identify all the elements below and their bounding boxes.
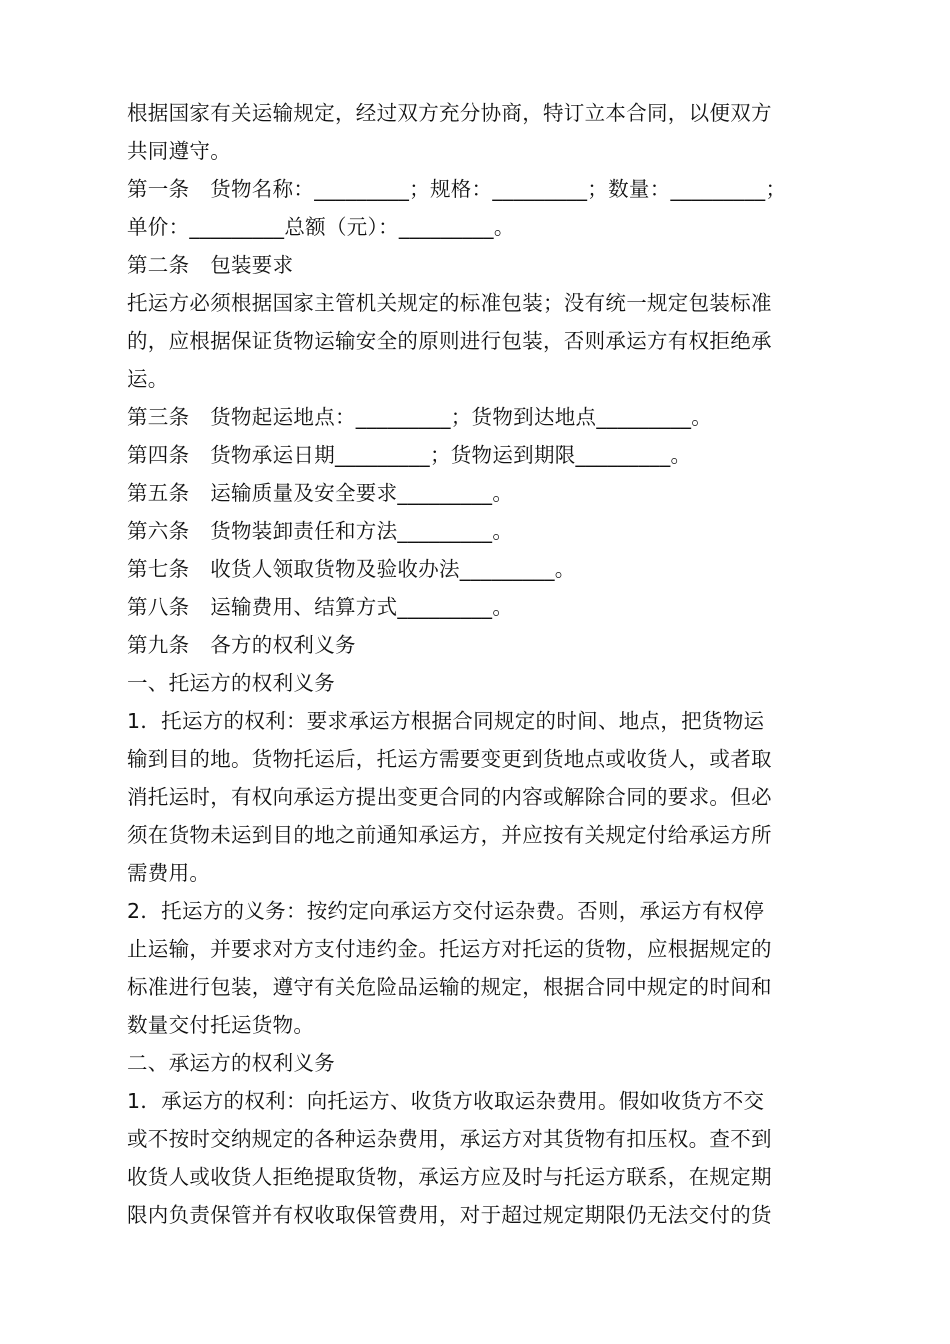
text-line: 收货人或收货人拒绝提取货物，承运方应及时与托运方联系，在规定期 <box>127 1165 772 1189</box>
article-6-line: 第六条 货物装卸责任和方法_________。 <box>127 519 514 543</box>
article-4-line: 第四条 货物承运日期_________；货物运到期限_________。 <box>127 443 692 467</box>
article-8-line: 第八条 运输费用、结算方式_________。 <box>127 595 514 619</box>
text-line: 1．承运方的权利：向托运方、收货方收取运杂费用。假如收货方不交 <box>127 1089 765 1113</box>
section-2-heading: 二、承运方的权利义务 <box>127 1051 335 1075</box>
text-line: 标准进行包装，遵守有关危险品运输的规定，根据合同中规定的时间和 <box>127 975 772 999</box>
text-line: 输到目的地。货物托运后，托运方需要变更到货地点或收货人，或者取 <box>127 747 772 771</box>
article-2-heading: 第二条 包装要求 <box>127 253 294 277</box>
text-line: 托运方必须根据国家主管机关规定的标准包装；没有统一规定包装标准 <box>127 291 772 315</box>
text-line: 限内负责保管并有权收取保管费用，对于超过规定期限仍无法交付的货 <box>127 1203 772 1227</box>
text-line: 2．托运方的义务：按约定向承运方交付运杂费。否则，承运方有权停 <box>127 899 765 923</box>
article-5-line: 第五条 运输质量及安全要求_________。 <box>127 481 514 505</box>
article-9-heading: 第九条 各方的权利义务 <box>127 633 356 657</box>
text-line: 或不按时交纳规定的各种运杂费用，承运方对其货物有扣压权。查不到 <box>127 1127 772 1151</box>
text-line: 须在货物未运到目的地之前通知承运方，并应按有关规定付给承运方所 <box>127 823 772 847</box>
text-line: 单价：_________总额（元）：_________。 <box>127 215 515 239</box>
text-line: 根据国家有关运输规定，经过双方充分协商，特订立本合同，以便双方 <box>127 101 772 125</box>
text-line: 运。 <box>127 367 169 391</box>
text-line: 消托运时，有权向承运方提出变更合同的内容或解除合同的要求。但必 <box>127 785 772 809</box>
document-body <box>127 94 827 1234</box>
text-line: 1．托运方的权利：要求承运方根据合同规定的时间、地点，把货物运 <box>127 709 765 733</box>
text-line: 需费用。 <box>127 861 211 885</box>
text-line: 的，应根据保证货物运输安全的原则进行包装，否则承运方有权拒绝承 <box>127 329 772 353</box>
article-3-line: 第三条 货物起运地点：_________；货物到达地点_________。 <box>127 405 713 429</box>
article-1-line: 第一条 货物名称：_________；规格：_________；数量：_________； <box>127 177 787 201</box>
text-line: 共同遵守。 <box>127 139 231 163</box>
article-7-line: 第七条 收货人领取货物及验收办法_________。 <box>127 557 576 581</box>
section-1-heading: 一、托运方的权利义务 <box>127 671 335 695</box>
text-line: 止运输，并要求对方支付违约金。托运方对托运的货物，应根据规定的 <box>127 937 772 961</box>
text-line: 数量交付托运货物。 <box>127 1013 315 1037</box>
